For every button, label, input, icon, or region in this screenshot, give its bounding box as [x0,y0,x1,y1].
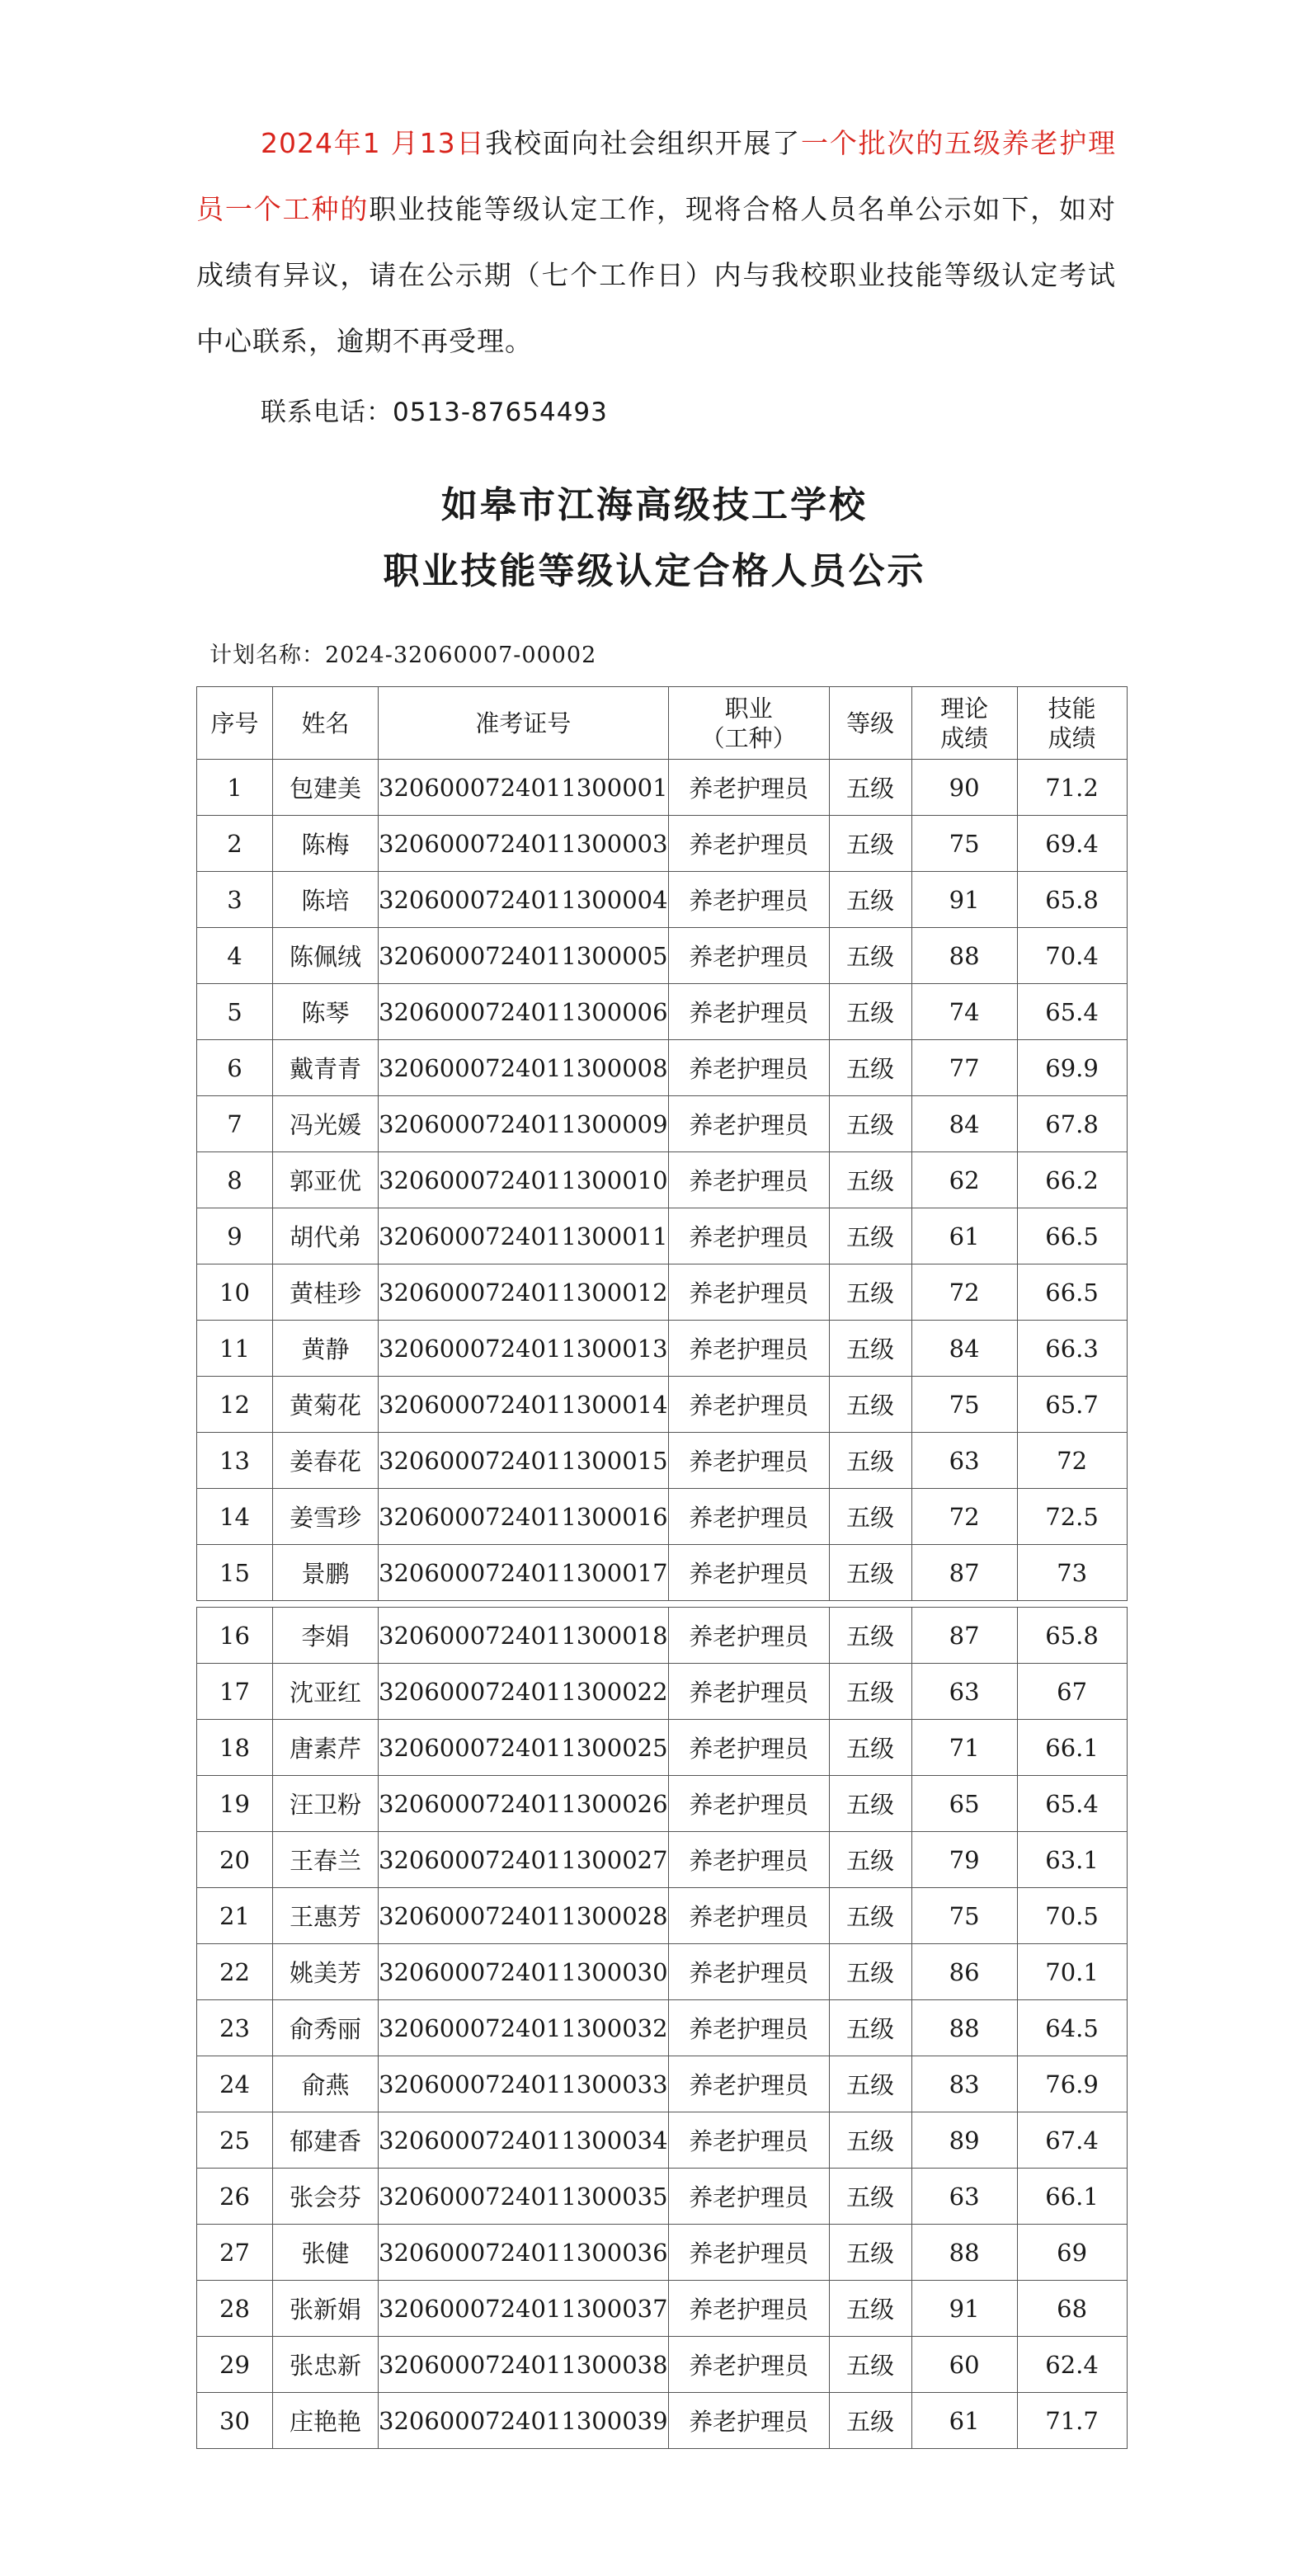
cell-level: 五级 [829,928,911,984]
header-theory-score: 理论 成绩 [911,687,1017,760]
cell-skill-score: 62.4 [1017,2337,1127,2393]
cell-index: 20 [197,1832,273,1888]
cell-occupation: 养老护理员 [668,1664,829,1720]
cell-ticket-number: 3206000724011300028 [379,1888,669,1944]
cell-occupation: 养老护理员 [668,2112,829,2169]
cell-level: 五级 [829,2056,911,2112]
table-row [197,1664,1128,1720]
cell-occupation: 养老护理员 [668,2393,829,2449]
cell-level: 五级 [829,1489,911,1545]
cell-index: 13 [197,1433,273,1489]
cell-level: 五级 [829,1888,911,1944]
table-row [197,816,1128,872]
cell-index: 17 [197,1664,273,1720]
cell-level: 五级 [829,1545,911,1601]
cell-theory-score: 84 [911,1321,1017,1377]
cell-theory-score: 60 [911,2337,1017,2393]
intro-text-1: 我校面向社会组织开展了 [485,127,802,159]
cell-ticket-number: 3206000724011300011 [379,1208,669,1264]
cell-index: 8 [197,1152,273,1208]
cell-ticket-number: 3206000724011300006 [379,984,669,1040]
table-row [197,760,1128,816]
cell-occupation: 养老护理员 [668,2281,829,2337]
cell-occupation: 养老护理员 [668,872,829,928]
cell-level: 五级 [829,1096,911,1152]
cell-level: 五级 [829,1944,911,2000]
cell-index: 15 [197,1545,273,1601]
cell-skill-score: 67.8 [1017,1096,1127,1152]
cell-name: 张忠新 [273,2337,379,2393]
cell-ticket-number: 3206000724011300017 [379,1545,669,1601]
cell-skill-score: 66.1 [1017,2169,1127,2225]
results-table-part-2 [196,1607,1128,2449]
cell-occupation: 养老护理员 [668,1888,829,1944]
cell-name: 张健 [273,2225,379,2281]
cell-level: 五级 [829,2112,911,2169]
cell-level: 五级 [829,816,911,872]
cell-occupation: 养老护理员 [668,2169,829,2225]
cell-occupation: 养老护理员 [668,1377,829,1433]
cell-ticket-number: 3206000724011300039 [379,2393,669,2449]
cell-index: 1 [197,760,273,816]
cell-ticket-number: 3206000724011300013 [379,1321,669,1377]
cell-theory-score: 89 [911,2112,1017,2169]
table-row [197,2281,1128,2337]
cell-skill-score: 69.4 [1017,816,1127,872]
cell-theory-score: 62 [911,1152,1017,1208]
table-row [197,1040,1128,1096]
cell-level: 五级 [829,1776,911,1832]
cell-skill-score: 66.2 [1017,1152,1127,1208]
cell-theory-score: 88 [911,2000,1017,2056]
cell-ticket-number: 3206000724011300001 [379,760,669,816]
cell-name: 郁建香 [273,2112,379,2169]
table-row [197,1377,1128,1433]
cell-theory-score: 91 [911,872,1017,928]
cell-skill-score: 72 [1017,1433,1127,1489]
cell-skill-score: 65.4 [1017,984,1127,1040]
cell-theory-score: 91 [911,2281,1017,2337]
cell-occupation: 养老护理员 [668,928,829,984]
cell-theory-score: 74 [911,984,1017,1040]
cell-skill-score: 67.4 [1017,2112,1127,2169]
cell-occupation: 养老护理员 [668,2056,829,2112]
cell-occupation: 养老护理员 [668,1433,829,1489]
school-title: 如皋市江海高级技工学校 [441,484,868,526]
cell-name: 庄艳艳 [273,2393,379,2449]
cell-name: 张新娟 [273,2281,379,2337]
cell-name: 郭亚优 [273,1152,379,1208]
cell-name: 戴青青 [273,1040,379,1096]
plan-name: 计划名称：2024-32060007-00002 [210,643,597,668]
cell-level: 五级 [829,2169,911,2225]
cell-occupation: 养老护理员 [668,1321,829,1377]
cell-index: 30 [197,2393,273,2449]
cell-theory-score: 77 [911,1040,1017,1096]
cell-skill-score: 66.5 [1017,1264,1127,1321]
cell-skill-score: 69 [1017,2225,1127,2281]
cell-skill-score: 73 [1017,1545,1127,1601]
cell-occupation: 养老护理员 [668,1608,829,1664]
cell-name: 胡代弟 [273,1208,379,1264]
cell-level: 五级 [829,1040,911,1096]
table-row [197,2112,1128,2169]
cell-name: 姜春花 [273,1433,379,1489]
notice-title: 职业技能等级认定合格人员公示 [383,550,926,592]
cell-ticket-number: 3206000724011300038 [379,2337,669,2393]
table-row [197,1720,1128,1776]
cell-theory-score: 87 [911,1545,1017,1601]
cell-skill-score: 64.5 [1017,2000,1127,2056]
cell-index: 21 [197,1888,273,1944]
cell-theory-score: 71 [911,1720,1017,1776]
cell-level: 五级 [829,1608,911,1664]
cell-occupation: 养老护理员 [668,1832,829,1888]
cell-occupation: 养老护理员 [668,2225,829,2281]
cell-index: 24 [197,2056,273,2112]
cell-theory-score: 75 [911,1377,1017,1433]
cell-skill-score: 65.8 [1017,872,1127,928]
cell-index: 22 [197,1944,273,2000]
table-row [197,1608,1128,1664]
table-row [197,2000,1128,2056]
table-row [197,2225,1128,2281]
cell-index: 26 [197,2169,273,2225]
cell-ticket-number: 3206000724011300005 [379,928,669,984]
cell-skill-score: 66.3 [1017,1321,1127,1377]
cell-ticket-number: 3206000724011300015 [379,1433,669,1489]
cell-occupation: 养老护理员 [668,760,829,816]
cell-theory-score: 87 [911,1608,1017,1664]
cell-level: 五级 [829,1152,911,1208]
table-row [197,1152,1128,1208]
header-occupation: 职业 （工种） [668,687,829,760]
cell-name: 姜雪珍 [273,1489,379,1545]
cell-ticket-number: 3206000724011300027 [379,1832,669,1888]
cell-level: 五级 [829,2225,911,2281]
cell-ticket-number: 3206000724011300018 [379,1608,669,1664]
cell-theory-score: 61 [911,1208,1017,1264]
table-row [197,984,1128,1040]
cell-skill-score: 66.1 [1017,1720,1127,1776]
cell-level: 五级 [829,1832,911,1888]
cell-name: 包建美 [273,760,379,816]
results-table-part-1 [196,686,1128,1601]
cell-theory-score: 90 [911,760,1017,816]
cell-occupation: 养老护理员 [668,1040,829,1096]
cell-level: 五级 [829,872,911,928]
cell-ticket-number: 3206000724011300033 [379,2056,669,2112]
cell-occupation: 养老护理员 [668,1264,829,1321]
cell-theory-score: 84 [911,1096,1017,1152]
table-row [197,1264,1128,1321]
cell-index: 27 [197,2225,273,2281]
cell-name: 张会芬 [273,2169,379,2225]
cell-occupation: 养老护理员 [668,1096,829,1152]
header-skill-score: 技能 成绩 [1017,687,1127,760]
table-row [197,1545,1128,1601]
header-level: 等级 [829,687,911,760]
header-index: 序号 [197,687,273,760]
cell-skill-score: 69.9 [1017,1040,1127,1096]
cell-ticket-number: 3206000724011300032 [379,2000,669,2056]
cell-theory-score: 72 [911,1264,1017,1321]
cell-level: 五级 [829,1377,911,1433]
cell-level: 五级 [829,760,911,816]
cell-skill-score: 70.1 [1017,1944,1127,2000]
cell-name: 黄桂珍 [273,1264,379,1321]
cell-level: 五级 [829,1433,911,1489]
cell-theory-score: 63 [911,1433,1017,1489]
header-ticket-number: 准考证号 [379,687,669,760]
cell-name: 王春兰 [273,1832,379,1888]
cell-index: 28 [197,2281,273,2337]
cell-level: 五级 [829,1264,911,1321]
cell-ticket-number: 3206000724011300009 [379,1096,669,1152]
cell-theory-score: 83 [911,2056,1017,2112]
cell-theory-score: 79 [911,1832,1017,1888]
table-row [197,1321,1128,1377]
table-header-row [197,687,1128,760]
table-row [197,1776,1128,1832]
contact-phone: 联系电话：0513-87654493 [261,398,608,427]
cell-index: 2 [197,816,273,872]
table-row [197,872,1128,928]
cell-occupation: 养老护理员 [668,1208,829,1264]
cell-index: 19 [197,1776,273,1832]
cell-level: 五级 [829,1720,911,1776]
cell-theory-score: 61 [911,2393,1017,2449]
cell-name: 沈亚红 [273,1664,379,1720]
cell-index: 6 [197,1040,273,1096]
cell-skill-score: 65.7 [1017,1377,1127,1433]
cell-skill-score: 65.4 [1017,1776,1127,1832]
cell-theory-score: 65 [911,1776,1017,1832]
cell-name: 王惠芳 [273,1888,379,1944]
cell-name: 姚美芳 [273,1944,379,2000]
cell-index: 25 [197,2112,273,2169]
cell-occupation: 养老护理员 [668,2000,829,2056]
table-row [197,2169,1128,2225]
table-row [197,928,1128,984]
cell-ticket-number: 3206000724011300034 [379,2112,669,2169]
cell-index: 14 [197,1489,273,1545]
cell-skill-score: 63.1 [1017,1832,1127,1888]
cell-name: 黄静 [273,1321,379,1377]
cell-level: 五级 [829,2281,911,2337]
cell-theory-score: 86 [911,1944,1017,2000]
table-row [197,2337,1128,2393]
intro-date: 2024年1 月13日 [261,127,486,159]
cell-level: 五级 [829,1664,911,1720]
table-row [197,1944,1128,2000]
cell-name: 冯光媛 [273,1096,379,1152]
cell-ticket-number: 3206000724011300010 [379,1152,669,1208]
cell-theory-score: 75 [911,816,1017,872]
cell-index: 12 [197,1377,273,1433]
table-row [197,2056,1128,2112]
cell-skill-score: 67 [1017,1664,1127,1720]
cell-index: 5 [197,984,273,1040]
cell-ticket-number: 3206000724011300012 [379,1264,669,1321]
cell-ticket-number: 3206000724011300016 [379,1489,669,1545]
cell-name: 俞燕 [273,2056,379,2112]
cell-theory-score: 63 [911,1664,1017,1720]
cell-level: 五级 [829,2393,911,2449]
cell-theory-score: 88 [911,2225,1017,2281]
cell-index: 16 [197,1608,273,1664]
cell-skill-score: 70.4 [1017,928,1127,984]
cell-ticket-number: 3206000724011300004 [379,872,669,928]
cell-occupation: 养老护理员 [668,1944,829,2000]
cell-occupation: 养老护理员 [668,2337,829,2393]
table-row [197,1489,1128,1545]
header-name: 姓名 [273,687,379,760]
cell-name: 俞秀丽 [273,2000,379,2056]
cell-theory-score: 88 [911,928,1017,984]
cell-theory-score: 72 [911,1489,1017,1545]
intro-paragraph [196,111,1116,374]
cell-occupation: 养老护理员 [668,1152,829,1208]
cell-ticket-number: 3206000724011300026 [379,1776,669,1832]
cell-name: 陈琴 [273,984,379,1040]
cell-index: 23 [197,2000,273,2056]
cell-name: 景鹏 [273,1545,379,1601]
cell-name: 陈梅 [273,816,379,872]
cell-index: 10 [197,1264,273,1321]
table-row [197,1888,1128,1944]
cell-level: 五级 [829,1208,911,1264]
intro-batch: 一个批次的五级养老护理员一个工种的 [196,127,1117,225]
cell-name: 陈培 [273,872,379,928]
cell-ticket-number: 3206000724011300022 [379,1664,669,1720]
cell-ticket-number: 3206000724011300008 [379,1040,669,1096]
cell-name: 李娟 [273,1608,379,1664]
table-row [197,1208,1128,1264]
cell-ticket-number: 3206000724011300030 [379,1944,669,2000]
cell-skill-score: 72.5 [1017,1489,1127,1545]
cell-occupation: 养老护理员 [668,1720,829,1776]
cell-name: 黄菊花 [273,1377,379,1433]
cell-index: 3 [197,872,273,928]
cell-index: 18 [197,1720,273,1776]
cell-skill-score: 70.5 [1017,1888,1127,1944]
cell-name: 汪卫粉 [273,1776,379,1832]
cell-index: 29 [197,2337,273,2393]
cell-skill-score: 66.5 [1017,1208,1127,1264]
cell-ticket-number: 3206000724011300014 [379,1377,669,1433]
cell-occupation: 养老护理员 [668,1545,829,1601]
cell-skill-score: 68 [1017,2281,1127,2337]
cell-index: 9 [197,1208,273,1264]
cell-occupation: 养老护理员 [668,1776,829,1832]
cell-ticket-number: 3206000724011300037 [379,2281,669,2337]
cell-ticket-number: 3206000724011300035 [379,2169,669,2225]
cell-index: 7 [197,1096,273,1152]
cell-index: 11 [197,1321,273,1377]
cell-skill-score: 71.7 [1017,2393,1127,2449]
cell-level: 五级 [829,2000,911,2056]
cell-occupation: 养老护理员 [668,984,829,1040]
intro-text-2: 职业技能等级认定工作，现将合格人员名单公示如下，如对成绩有异议，请在公示期（七个工作日）内与我校职业技能等级认定考试中心联系，逾期不再受理。 [196,193,1117,357]
table-row [197,1096,1128,1152]
cell-level: 五级 [829,2337,911,2393]
cell-skill-score: 65.8 [1017,1608,1127,1664]
cell-theory-score: 63 [911,2169,1017,2225]
cell-level: 五级 [829,1321,911,1377]
cell-name: 唐素芹 [273,1720,379,1776]
cell-skill-score: 71.2 [1017,760,1127,816]
cell-name: 陈佩绒 [273,928,379,984]
cell-occupation: 养老护理员 [668,816,829,872]
table-row [197,1433,1128,1489]
cell-index: 4 [197,928,273,984]
table-row [197,2393,1128,2449]
cell-occupation: 养老护理员 [668,1489,829,1545]
cell-theory-score: 75 [911,1888,1017,1944]
cell-ticket-number: 3206000724011300036 [379,2225,669,2281]
cell-ticket-number: 3206000724011300025 [379,1720,669,1776]
cell-ticket-number: 3206000724011300003 [379,816,669,872]
cell-skill-score: 76.9 [1017,2056,1127,2112]
cell-level: 五级 [829,984,911,1040]
table-row [197,1832,1128,1888]
